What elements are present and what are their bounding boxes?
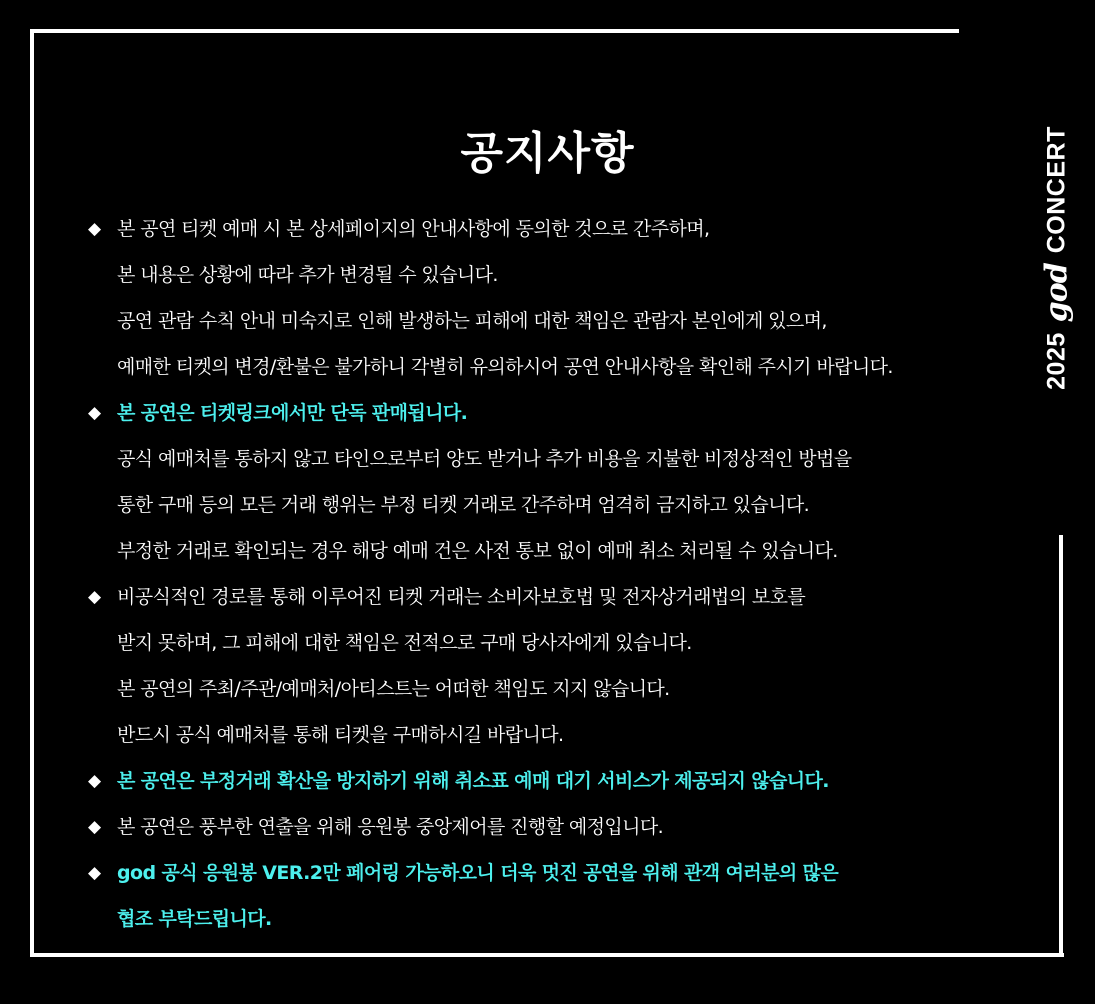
notice-item [88, 758, 1028, 804]
diamond-bullet-icon: ◆ [88, 403, 102, 423]
notice-line: 공식 예매처를 통하지 않고 타인으로부터 양도 받거나 추가 비용을 지불한 비정상적인 방법을 [117, 448, 852, 470]
notice-line: 반드시 공식 예매처를 통해 티켓을 구매하시길 바랍니다. [117, 724, 564, 746]
frame-top-border [30, 29, 959, 33]
notice-line: 통한 구매 등의 모든 거래 행위는 부정 티켓 거래로 간주하며 엄격히 금지하고 있습니다. [117, 494, 810, 516]
notice-item [88, 390, 1028, 574]
frame-right-border [1059, 535, 1063, 957]
notice-line: 본 공연의 주최/주관/예매처/아티스트는 어떠한 책임도 지지 않습니다. [117, 678, 670, 700]
notice-item [88, 850, 1028, 942]
notice-line: 공연 관람 수칙 안내 미숙지로 인해 발생하는 피해에 대한 책임은 관람자 본인에게 있으며, [117, 310, 827, 332]
notice-line: 본 공연은 풍부한 연출을 위해 응원봉 중앙제어를 진행할 예정입니다. [117, 816, 664, 838]
notice-highlight-line: 협조 부탁드립니다. [117, 908, 272, 930]
notice-highlight-line: 본 공연은 부정거래 확산을 방지하기 위해 취소표 예매 대기 서비스가 제공되지 않습니다. [117, 770, 829, 792]
notice-item [88, 574, 1028, 758]
notice-line: 본 내용은 상황에 따라 추가 변경될 수 있습니다. [117, 264, 498, 286]
notice-list [88, 206, 1028, 942]
notice-item [88, 804, 1028, 850]
notice-line: 부정한 거래로 확인되는 경우 해당 예매 건은 사전 통보 없이 예매 취소 처리될 수 있습니다. [117, 540, 838, 562]
notice-highlight-line: 본 공연은 티켓링크에서만 단독 판매됩니다. [117, 402, 468, 424]
god-logo: god [1039, 263, 1075, 323]
diamond-bullet-icon: ◆ [88, 771, 102, 791]
frame-bottom-border [30, 953, 1064, 957]
diamond-bullet-icon: ◆ [88, 863, 102, 883]
page-title: 공지사항 [460, 128, 635, 180]
diamond-bullet-icon: ◆ [88, 817, 102, 837]
notice-line: 받지 못하며, 그 피해에 대한 책임은 전적으로 구매 당사자에게 있습니다. [117, 632, 692, 654]
notice-line: 비공식적인 경로를 통해 이루어진 티켓 거래는 소비자보호법 및 전자상거래법의 보호를 [117, 586, 806, 608]
notice-line: 본 공연 티켓 예매 시 본 상세페이지의 안내사항에 동의한 것으로 간주하며, [117, 218, 710, 240]
notice-highlight-line: god 공식 응원봉 VER.2만 페어링 가능하오니 더욱 멋진 공연을 위해 관객 여러분의 많은 [117, 862, 839, 884]
diamond-bullet-icon: ◆ [88, 587, 102, 607]
notice-item [88, 206, 1028, 390]
notice-line: 예매한 티켓의 변경/환불은 불가하니 각별히 유의하시어 공연 안내사항을 확인해 주시기 바랍니다. [117, 356, 893, 378]
side-label-year: 2025 [1042, 332, 1071, 390]
diamond-bullet-icon: ◆ [88, 219, 102, 239]
side-label-suffix: CONCERT [1042, 126, 1071, 254]
